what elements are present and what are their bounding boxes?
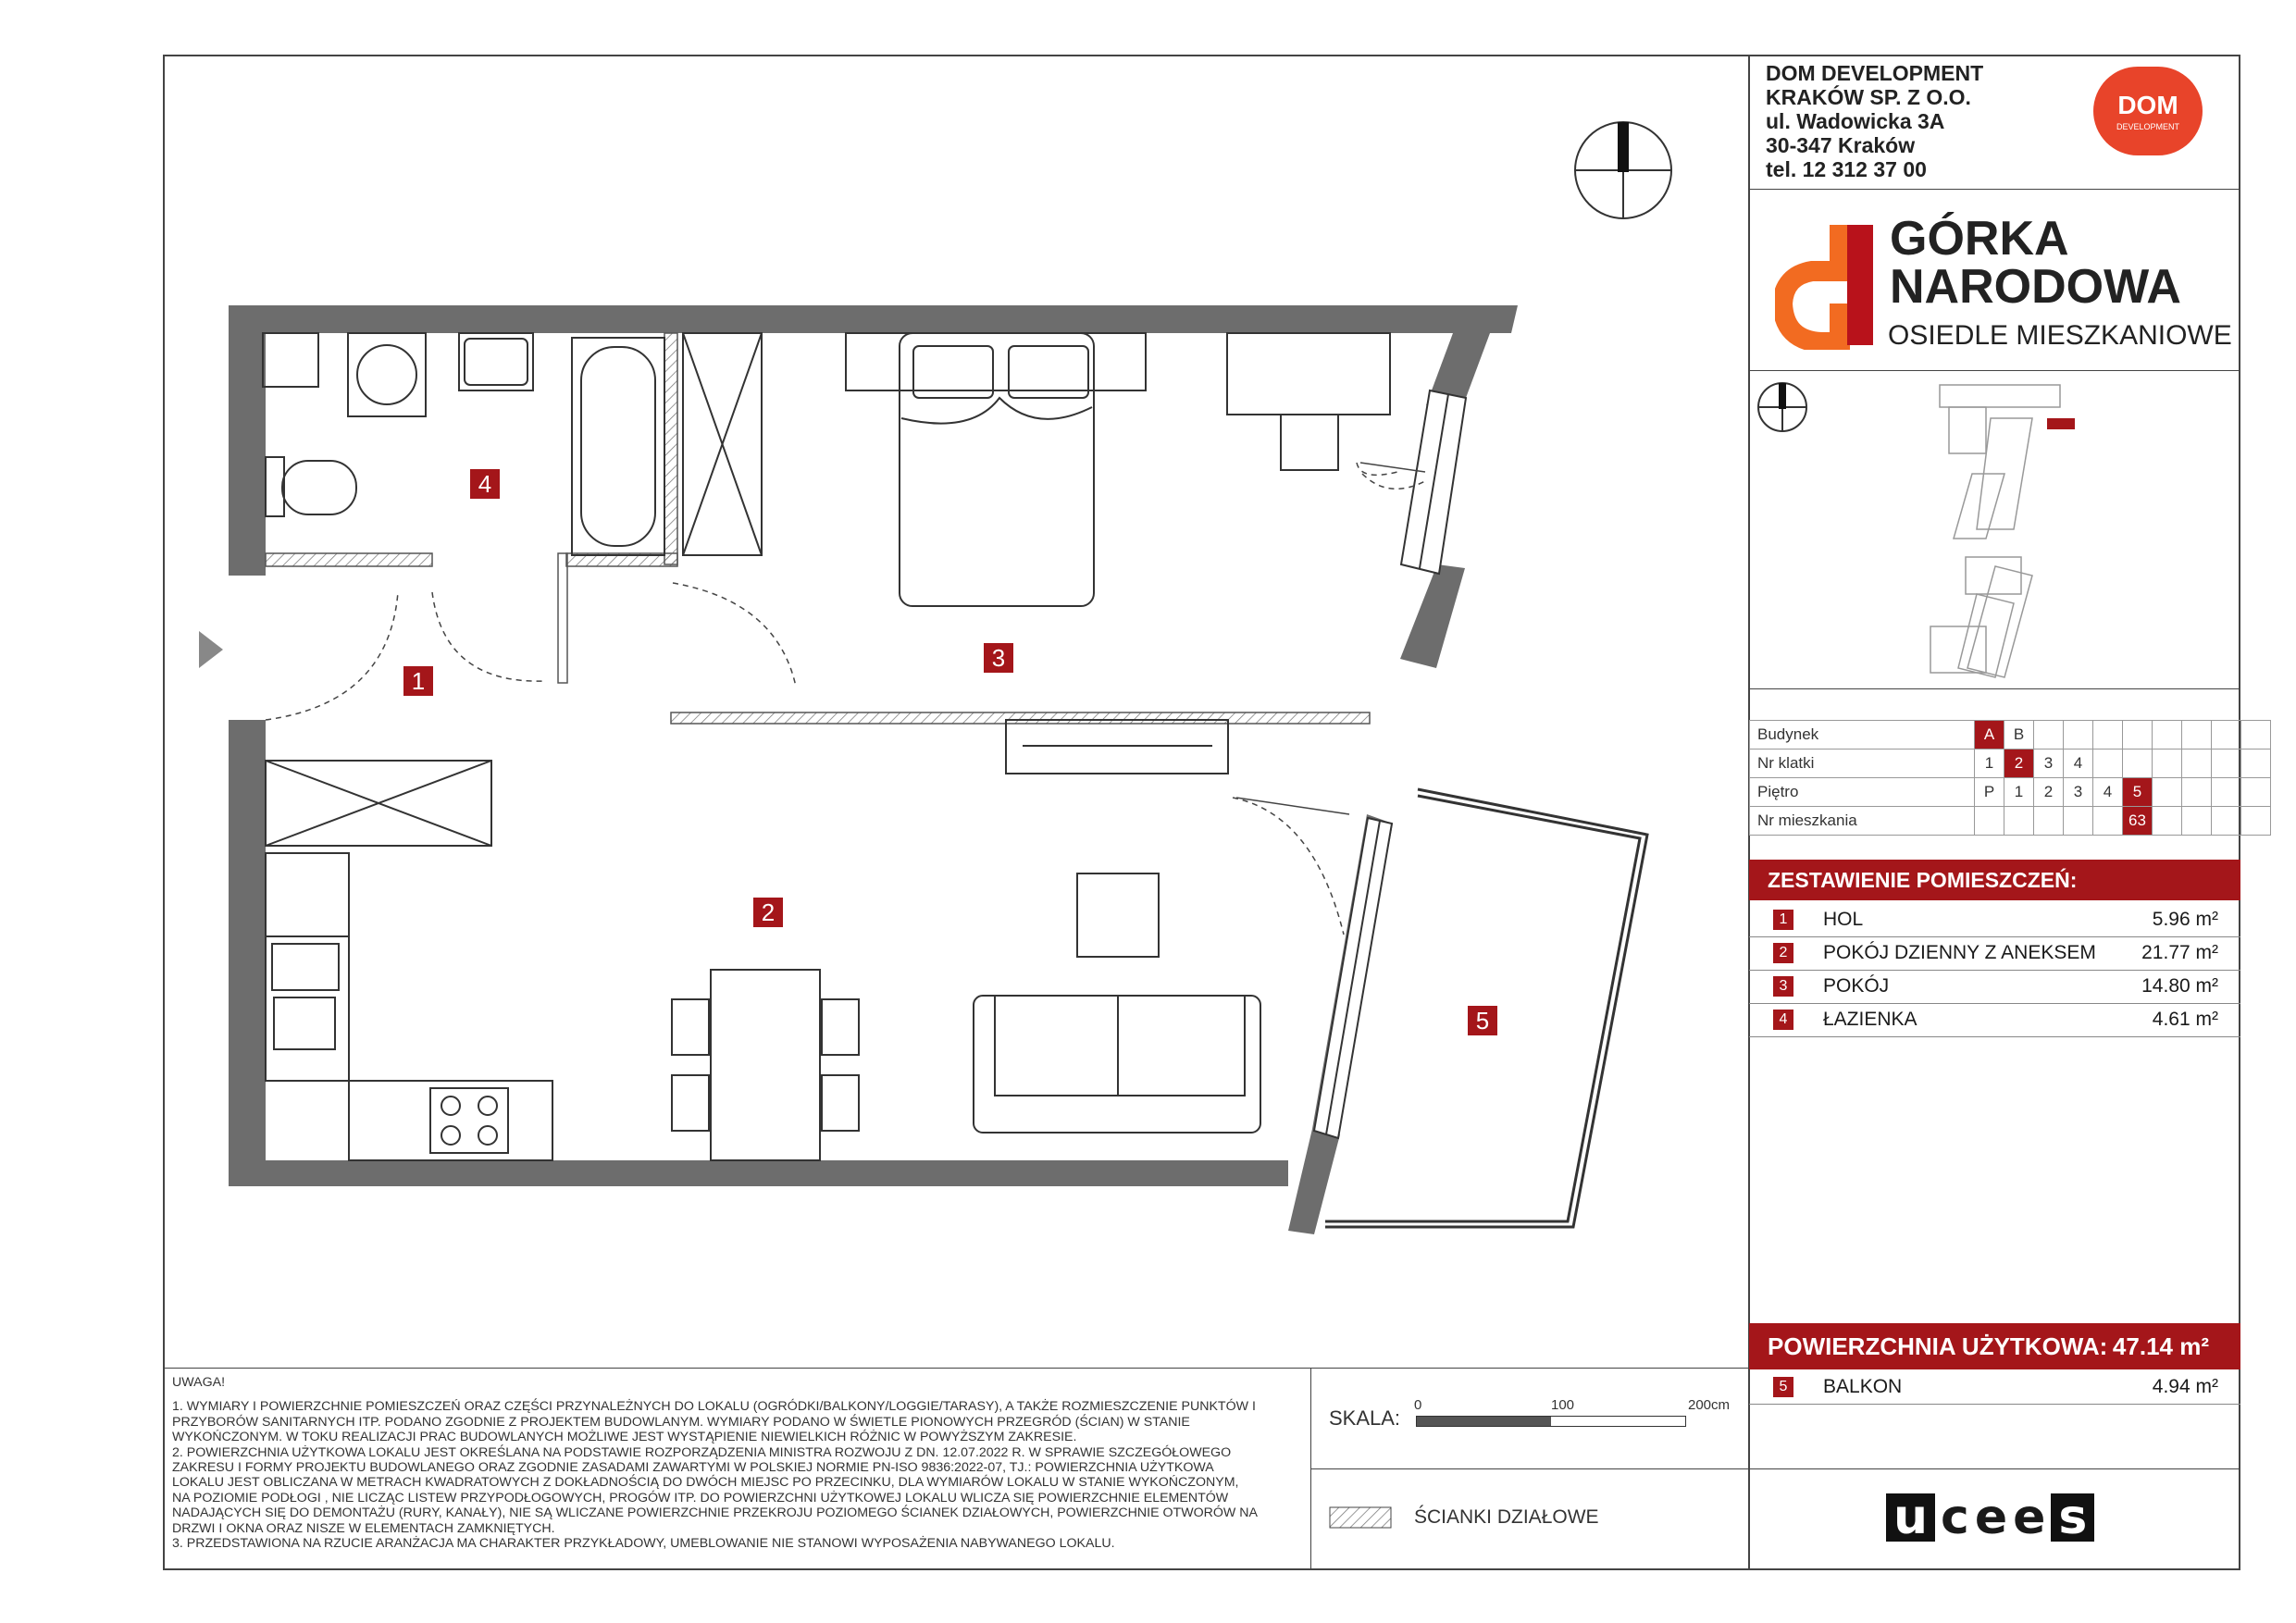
room-tag-hol: 1 (403, 666, 433, 696)
locator-cell (2123, 721, 2153, 750)
locator-cell (2064, 721, 2093, 750)
divider (1749, 370, 2240, 371)
room-number: 3 (1773, 976, 1793, 997)
divider (1310, 1468, 1749, 1469)
dom-logo-subtext: DEVELOPMENT (2116, 122, 2179, 131)
locator-cell (2241, 721, 2271, 750)
locator-row-label: Nr klatki (1750, 750, 1975, 778)
room-row (1749, 936, 2240, 971)
logo-letter: s (2051, 1493, 2094, 1542)
entry-arrow-icon (199, 631, 223, 668)
balcony-row (1749, 1370, 2240, 1405)
notes-line: NA POZIOMIE PODŁOGI , NIE LICZĄC LISTEW PRZYPODŁOGOWYCH, PROGÓW ITP. DO POWIERZCHNI UŻYTKOWEJ LOKALU WLICZA SIĘ POWIERZCHNIE ELEMENTÓW (172, 1490, 1229, 1505)
locator-cell (2212, 750, 2241, 778)
room-name: ŁAZIENKA (1823, 1009, 1917, 1030)
locator-row (1750, 750, 2271, 778)
locator-cell (2093, 750, 2123, 778)
room-tag-balcony: 5 (1468, 1006, 1497, 1035)
bedroom-furniture (846, 333, 1390, 774)
locator-cell: 3 (2064, 778, 2093, 807)
room-name: HOL (1823, 909, 1864, 930)
door-swings (266, 463, 1425, 935)
divider (163, 1368, 1749, 1369)
notes-line: DRZWI I OKNA ORAZ NISZE W ELEMENTACH ZAMKNIĘTYCH. (172, 1520, 555, 1536)
locator-row (1750, 721, 2271, 750)
room-area: 21.77 m² (2141, 942, 2218, 963)
windows (1314, 390, 1466, 1138)
locator-cell (2182, 750, 2212, 778)
room-number: 2 (1773, 943, 1793, 963)
partition-legend-swatch (1329, 1506, 1394, 1530)
notes-line: ZAKRESU I FORMY PROJEKTU BUDOWLANEGO ORAZ ZGODNIE ZASADAMI ZAWARTYMI W POLSKIEJ NORMIE PN-ISO 9836:2022-07, TJ.: POWIERZCHNIA UŻYTKOWA (172, 1460, 1214, 1476)
partition-legend-label: ŚCIANKI DZIAŁOWE (1414, 1506, 1599, 1528)
locator-cell: A (1975, 721, 2004, 750)
notes-line: LOKALU JEST OBLICZANA W METRACH KWADRATOWYCH Z DOKŁADNOŚCIĄ DO DWÓCH MIEJSC PO PRZECINKU, DLA WYMIARÓW LOKALU W STANIE WYKOŃCZONYM, (172, 1475, 1239, 1491)
room-area: 14.80 m² (2141, 975, 2218, 997)
notes-line: 3. PRZEDSTAWIONA NA RZUCIE ARANŻACJA MA CHARAKTER PRZYKŁADOWY, UMEBLOWANIE NIE STANOWI WYPOSAŻENIA NABYWANEGO LOKALU. (172, 1536, 1115, 1552)
scale-tick-200: 200cm (1688, 1397, 1731, 1413)
locator-row (1750, 778, 2271, 807)
company-phone: tel. 12 312 37 00 (1766, 157, 1927, 181)
project-name-line2: NARODOWA (1890, 260, 2181, 314)
divider (1749, 1468, 2240, 1469)
locator-cell (2093, 721, 2123, 750)
room-row (1749, 903, 2240, 937)
locator-cell (2153, 778, 2182, 807)
project-subtitle: OSIEDLE MIESZKANIOWE (1888, 320, 2232, 351)
locator-cell (2182, 721, 2212, 750)
rooms-header: ZESTAWIENIE POMIESZCZEŃ: (1749, 860, 2240, 900)
room-number: 4 (1773, 1010, 1793, 1030)
room-number: 5 (1773, 1377, 1793, 1397)
locator-cell (2034, 721, 2064, 750)
locator-cell (2241, 750, 2271, 778)
locator-cell (2212, 807, 2241, 836)
locator-cell (2034, 807, 2064, 836)
scale-label: SKALA: (1329, 1406, 1401, 1430)
locator-cell: 2 (2034, 778, 2064, 807)
room-area: 4.94 m² (2152, 1376, 2218, 1397)
ucees-logo (1886, 1490, 2094, 1545)
logo-letter: e (2013, 1490, 2046, 1545)
notes-line: 1. WYMIARY I POWIERZCHNIE POMIESZCZEŃ ORAZ CZĘŚCI PRZYNALEŻNYCH DO LOKALU (OGRÓDKI/BALKONY/LOGGIE/TARASY), A TAKŻE ROZMIESZCZENIE PUNKTÓW I (172, 1399, 1256, 1415)
locator-row-label: Budynek (1750, 721, 1975, 750)
scale-tick-0: 0 (1414, 1397, 1422, 1413)
logo-letter: e (1974, 1490, 2008, 1545)
compass-icon (1575, 122, 1671, 218)
door-swings-2 (1236, 463, 1425, 814)
company-city: 30-347 Kraków (1766, 133, 1916, 157)
locator-cell: 1 (2004, 778, 2034, 807)
locator-row-label: Piętro (1750, 778, 1975, 807)
notes-line: WYKOŃCZONYM. W TOKU REALIZACJI PRAC BUDOWLANYCH MOŻLIWE JEST WYSTĄPIENIE NIEWIELKICH RÓŻNIC W POWYŻSZYM ZAKRESIE. (172, 1430, 1077, 1445)
room-row (1749, 1003, 2240, 1037)
company-legal: KRAKÓW SP. Z O.O. (1766, 85, 1971, 109)
locator-cell (2153, 750, 2182, 778)
room-area: 4.61 m² (2152, 1009, 2218, 1030)
locator-cell: 2 (2004, 750, 2034, 778)
room-number: 1 (1773, 910, 1793, 930)
divider (1749, 688, 2240, 689)
locator-cell (1975, 807, 2004, 836)
logo-letter: c (1941, 1490, 1969, 1545)
room-name: BALKON (1823, 1376, 1903, 1397)
locator-cell (2212, 778, 2241, 807)
site-map (1755, 381, 2296, 687)
locator-cell (2064, 807, 2093, 836)
locator-row (1750, 807, 2271, 836)
locator-row-label: Nr mieszkania (1750, 807, 1975, 836)
dom-logo-text: DOM (2117, 91, 2178, 119)
room-tag-bedroom: 3 (984, 643, 1013, 673)
locator-cell: 63 (2123, 807, 2153, 836)
company-info (1766, 61, 1983, 181)
locator-cell: 3 (2034, 750, 2064, 778)
usable-area-label: POWIERZCHNIA UŻYTKOWA: (1768, 1332, 2108, 1360)
partition-walls (266, 333, 1370, 724)
kitchen-living-furniture (266, 761, 1260, 1160)
locator-cell: B (2004, 721, 2034, 750)
locator-cell (2182, 778, 2212, 807)
room-area: 5.96 m² (2152, 909, 2218, 930)
company-street: ul. Wadowicka 3A (1766, 109, 1945, 133)
notes-title: UWAGA! (172, 1375, 226, 1390)
project-name-line1: GÓRKA (1890, 212, 2069, 266)
scale-tick-100: 100 (1551, 1397, 1575, 1413)
usable-area-value: 47.14 m² (2112, 1332, 2209, 1360)
locator-cell: 4 (2064, 750, 2093, 778)
gorka-logo-icon (1775, 220, 1877, 350)
locator-cell (2241, 778, 2271, 807)
locator-cell (2004, 807, 2034, 836)
room-name: POKÓJ DZIENNY Z ANEKSEM (1823, 942, 2096, 963)
bathroom-fixtures (263, 333, 762, 555)
notes (172, 1375, 1301, 1551)
room-row (1749, 970, 2240, 1004)
locator-cell (2123, 750, 2153, 778)
room-tag-bathroom: 4 (470, 469, 500, 499)
logo-letter: u (1886, 1493, 1935, 1542)
scale-bar (1416, 1416, 1686, 1427)
notes-line: PRZYBORÓW SANITARNYCH ITP. PODANO ZGODNIE Z PROJEKTEM BUDOWLANYM. WYMIARY PODANO W ŚWIETLE PIONOWYCH PRZEGRÓD (ŚCIAN) W STANIE (172, 1414, 1190, 1430)
room-tag-living: 2 (753, 898, 783, 927)
locator-cell: P (1975, 778, 2004, 807)
notes-line: 2. POWIERZCHNIA UŻYTKOWA LOKALU JEST OKREŚLANA NA PODSTAWIE ROZPORZĄDZENIA MINISTRA ROZWOJU Z DN. 12.07.2022 R. W SPRAWIE SZCZEGÓŁOWEGO (172, 1444, 1232, 1460)
usable-area-banner (1749, 1323, 2240, 1369)
divider (1749, 189, 2240, 190)
locator-cell (2212, 721, 2241, 750)
locator-cell (2182, 807, 2212, 836)
locator-cell: 4 (2093, 778, 2123, 807)
dom-logo (2093, 67, 2203, 155)
locator-cell (2093, 807, 2123, 836)
locator-table (1749, 720, 2271, 836)
locator-cell (2153, 807, 2182, 836)
notes-line: NADAJĄCYCH SIĘ DO DEMONTAŻU (RURY, KANAŁY), NIE SĄ WLICZANE POWIERZCHNIE PRZEKROJU POZIOMEGO ŚCIANEK DZIAŁOWYCH, POWIERZCHNIE OTWORÓW NA (172, 1505, 1258, 1521)
locator-cell (2241, 807, 2271, 836)
locator-cell: 1 (1975, 750, 2004, 778)
locator-cell: 5 (2123, 778, 2153, 807)
room-name: POKÓJ (1823, 975, 1890, 997)
compass-small-icon (1758, 383, 1806, 431)
locator-cell (2153, 721, 2182, 750)
company-name: DOM DEVELOPMENT (1766, 61, 1984, 85)
